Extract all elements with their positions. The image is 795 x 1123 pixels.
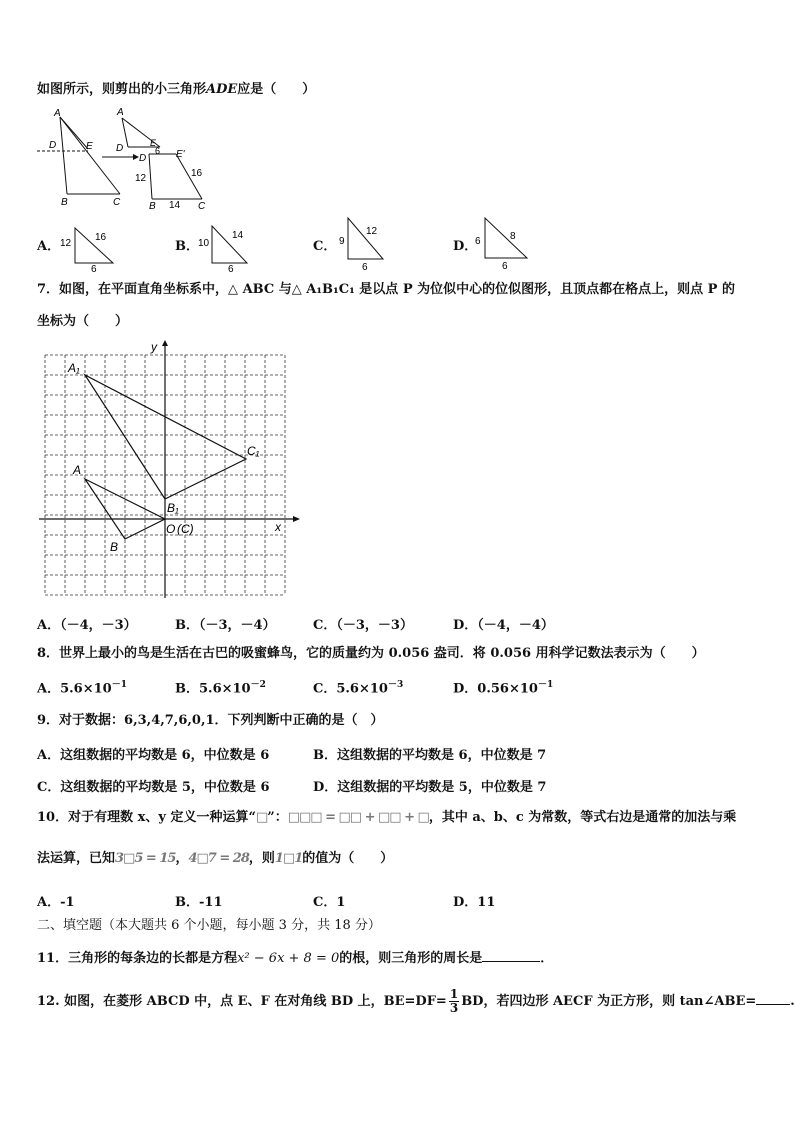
- q7-option-b[interactable]: B．（－3，－4）: [175, 618, 276, 633]
- q7-label-x: x: [275, 520, 281, 534]
- q6-fig-16: 16: [191, 168, 203, 179]
- q6-fig-C2: C: [198, 201, 206, 212]
- q12-stem: 12. 如图，在菱形 ABCD 中，点 E、F 在对角线 BD 上，BE=DF= $\frac{1}{3}$ BD，若四边形 AECF 为正方形，则 tan∠ABE= .: [37, 987, 795, 1015]
- q6-fig-B2: B: [149, 201, 156, 212]
- svg-text:10: 10: [198, 238, 210, 249]
- q6-option-b-triangle[interactable]: [195, 218, 260, 273]
- q7-coordinate-grid: [35, 338, 305, 600]
- q9-option-b[interactable]: B．这组数据的平均数是 6，中位数是 7: [313, 748, 547, 763]
- q7-label-B: B: [110, 540, 119, 554]
- q6-fig-D: D: [49, 140, 57, 151]
- svg-text:12: 12: [60, 238, 72, 249]
- q6-option-b-label[interactable]: B．: [175, 239, 199, 254]
- q10-stem-line2: 法运算，已知3□5 = 15，4□7 = 28，则1□1的值为（ ）: [37, 851, 394, 866]
- q10-option-b[interactable]: B．-11: [175, 895, 223, 910]
- q10-stem-line1: 10．对于有理数 x、y 定义一种运算“□”：□□□ = □□ + □□ + □，其中 a、b、c 为常数，等式右边是通常的加法与乘: [37, 810, 737, 825]
- q6-fig-D3: D: [139, 153, 147, 164]
- q7-option-a[interactable]: A．（－4，－3）: [37, 618, 137, 633]
- q6-fig-A: A: [54, 108, 61, 119]
- q6-fig-E3: E: [150, 138, 157, 148]
- q7-option-c[interactable]: C．（－3，－3）: [313, 618, 413, 633]
- q11-answer-blank[interactable]: [482, 949, 540, 962]
- q7-stem-line2: 坐标为（ ）: [37, 314, 129, 329]
- q10-option-c[interactable]: C．1: [313, 895, 346, 910]
- svg-text:12: 12: [366, 226, 378, 237]
- svg-text:9: 9: [339, 236, 345, 247]
- q6-fig-D2: D: [116, 143, 124, 154]
- q6-option-a-label[interactable]: A．: [37, 239, 61, 254]
- q9-option-a[interactable]: A．这组数据的平均数是 6，中位数是 6: [37, 748, 270, 763]
- svg-text:6: 6: [502, 261, 508, 272]
- svg-text:16: 16: [95, 232, 107, 243]
- q6-fig-E2: E': [176, 149, 185, 160]
- q9-option-d[interactable]: D．这组数据的平均数是 5，中位数是 7: [313, 780, 547, 795]
- section-2-title: 二、填空题（本大题共 6 个小题，每小题 3 分，共 18 分）: [37, 918, 381, 933]
- svg-text:8: 8: [510, 231, 516, 242]
- q6-fig-14: 14: [169, 200, 181, 211]
- q7-label-y: y: [151, 340, 157, 354]
- q10-option-a[interactable]: A．-1: [37, 895, 75, 910]
- q6-fig-6: 6: [155, 146, 161, 156]
- svg-text:6: 6: [228, 264, 234, 275]
- q7-label-B1: B₁: [167, 501, 179, 515]
- q6-option-c-label[interactable]: C．: [313, 239, 337, 254]
- q12-answer-blank[interactable]: [756, 992, 790, 1005]
- q6-fig-E: E: [86, 141, 93, 152]
- q6-option-d-triangle[interactable]: [472, 212, 537, 272]
- q6-fig-12: 12: [135, 173, 147, 184]
- q6-option-a-triangle[interactable]: [58, 218, 123, 273]
- q8-option-c[interactable]: C．$5.6\times 10^{-3}$: [313, 680, 404, 697]
- q7-label-OC: (C): [177, 522, 194, 536]
- q6-option-d-label[interactable]: D．: [453, 239, 478, 254]
- q9-stem: 9．对于数据：6,3,4,7,6,0,1．下列判断中正确的是（ ）: [37, 713, 384, 728]
- svg-text:14: 14: [232, 230, 244, 241]
- q7-label-A: A: [73, 463, 82, 477]
- q8-option-a[interactable]: A．$5.6\times 10^{-1}$: [37, 680, 127, 697]
- q7-stem-line1: 7．如图，在平面直角坐标系中，△ ABC 与△ A₁B₁C₁ 是以点 P 为位似中心的位似图形，且顶点都在格点上，则点 P 的: [37, 282, 735, 297]
- q11-stem: 11．三角形的每条边的长都是方程x² − 6x + 8 = 0的根，则三角形的周长是 ．: [37, 951, 554, 966]
- q7-option-d[interactable]: D．（－4，－4）: [453, 618, 554, 633]
- q7-label-C1: C₁: [247, 444, 260, 458]
- q6-figure: [30, 103, 220, 213]
- q8-option-d[interactable]: D．$0.56\times 10^{-1}$: [453, 680, 554, 697]
- q6-stem: 如图所示，则剪出的小三角形ADE应是（ ）: [37, 82, 316, 97]
- svg-text:6: 6: [91, 264, 97, 275]
- q7-label-A1: A₁: [68, 361, 80, 375]
- svg-text:6: 6: [475, 236, 481, 247]
- q6-option-c-triangle[interactable]: [333, 212, 398, 272]
- q8-option-b[interactable]: B．$5.6\times 10^{-2}$: [175, 680, 266, 697]
- q6-fig-C: C: [113, 197, 121, 208]
- svg-text:6: 6: [362, 262, 368, 273]
- q12-fraction: $\frac{1}{3}$: [449, 987, 459, 1015]
- q6-fig-B: B: [61, 197, 68, 208]
- q7-label-O: O: [166, 522, 176, 536]
- q10-option-d[interactable]: D．11: [453, 895, 496, 910]
- q8-stem: 8．世界上最小的鸟是生活在古巴的吸蜜蜂鸟，它的质量约为 0.056 盎司．将 0.056 用科学记数法表示为（ ）: [37, 646, 705, 661]
- q9-option-c[interactable]: C．这组数据的平均数是 5，中位数是 6: [37, 780, 270, 795]
- q6-fig-A2: A: [117, 107, 124, 118]
